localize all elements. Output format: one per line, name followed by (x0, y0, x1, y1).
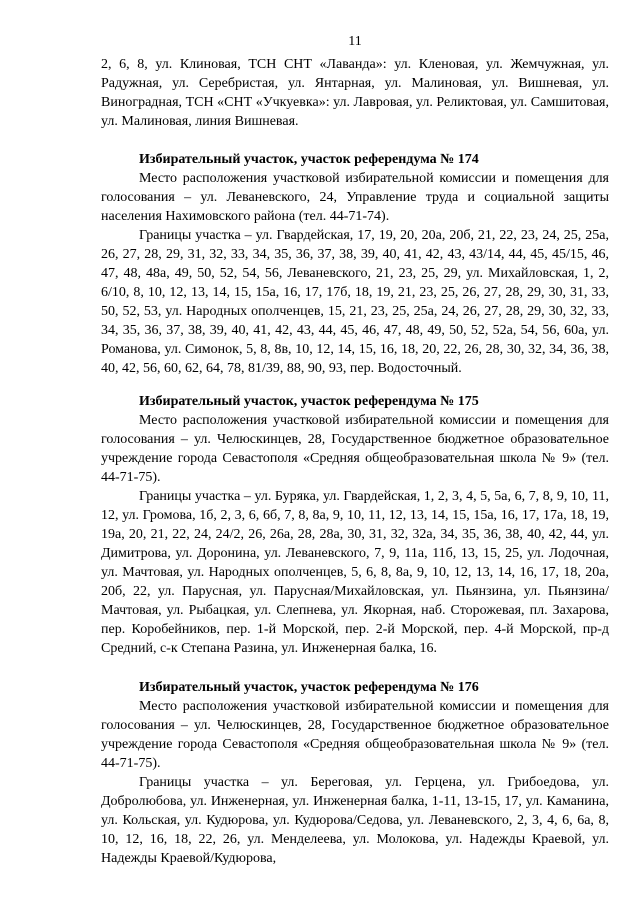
section-spacer (101, 658, 609, 678)
location-paragraph: Место расположения участковой избирательной комиссии и помещения для голосования – ул. Леваневского, 24, Управление труда и социальной защиты населения Нахимовского района (тел. 44-71-74). (101, 171, 609, 224)
section-spacer (101, 378, 609, 392)
section-heading: Избирательный участок, участок референдума № 176 (139, 680, 479, 695)
section-heading: Избирательный участок, участок референдума № 174 (139, 152, 479, 167)
location-paragraph: Место расположения участковой избирательной комиссии и помещения для голосования – ул. Челюскинцев, 28, Государственное бюджетное образовательное учреждение города Севастополя «Средняя общеобразовательная школа № 9» (тел. 44-71-75). (101, 699, 609, 771)
document-page (101, 32, 609, 868)
intro-paragraph: 2, 6, 8, ул. Клиновая, ТСН СНТ «Лаванда»: ул. Кленовая, ул. Жемчужная, ул. Радужная, ул. Серебристая, ул. Янтарная, ул. Малиновая, ул. Вишневая, ул. Виноградная, ТСН «СНТ «Учкуевка»: ул. Лавровая, ул. Реликтовая, ул. Самшитовая, ул. Малиновая, линия Вишневая. (101, 57, 609, 129)
polling-station-175 (101, 392, 609, 658)
boundaries-paragraph: Границы участка – ул. Гвардейская, 17, 19, 20, 20а, 20б, 21, 22, 23, 24, 25, 25а, 26, 27, 28, 29, 31, 32, 33, 34, 35, 36, 37, 38, 39, 40, 41, 42, 43, 43/14, 44, 45, 45/15, 46, 47, 48, 48а, 49, 50, 52, 54, 56, Леваневского, 21, 23, 25, 29, ул. Михайловская, 1, 2, 6/10, 8, 10, 12, 13, 14, 15, 15а, 16, 17, 17б, 18, 19, 21, 23, 25, 26, 27, 28, 29, 30, 31, 33, 50, 52, 53, ул. Народных ополченцев, 15, 21, 23, 25, 25а, 24, 26, 27, 28, 29, 30, 32, 33, 34, 35, 36, 37, 38, 39, 40, 41, 42, 43, 44, 45, 46, 47, 48, 49, 50, 52, 52а, 54, 56, 60а, ул. Романова, ул. Симонок, 5, 8, 8в, 10, 12, 14, 15, 16, 18, 20, 22, 26, 28, 30, 32, 34, 36, 38, 40, 42, 56, 60, 62, 64, 78, 81/39, 88, 90, 93, пер. Водосточный. (101, 228, 609, 376)
boundaries-paragraph: Границы участка – ул. Береговая, ул. Герцена, ул. Грибоедова, ул. Добролюбова, ул. Инженерная, ул. Инженерная балка, 1-11, 13-15, 17, ул. Каманина, ул. Кольская, ул. Кудюрова, ул. Кудюрова/Седова, ул. Леваневского, 2, 3, 4, 6, 6а, 8, 10, 12, 16, 18, 22, 26, ул. Менделеева, ул. Молокова, ул. Надежды Краевой, ул. Надежды Краевой/Кудюрова, (101, 775, 609, 866)
boundaries-paragraph: Границы участка – ул. Буряка, ул. Гвардейская, 1, 2, 3, 4, 5, 5а, 6, 7, 8, 9, 10, 11, 12, ул. Громова, 1б, 2, 3, 6, 6б, 7, 8, 8а, 9, 10, 11, 12, 13, 14, 15, 15а, 16, 17, 17а, 18, 19, 19а, 20, 21, 22, 24, 24/2, 26, 26а, 28, 28а, 30, 31, 32, 32а, 34, 35, 36, 38, 40, 42, 44, ул. Димитрова, ул. Доронина, ул. Леваневского, 7, 9, 11а, 11б, 13, 15, 25, ул. Лодочная, ул. Мачтовая, ул. Народных ополченцев, 5, 6, 8, 8а, 9, 10, 12, 13, 14, 16, 17, 18, 20а, 20б, 22, ул. Парусная, ул. Парусная/Михайловская, ул. Пьянзина, ул. Пьянзина/ Мачтовая, ул. Рыбацкая, ул. Слепнева, ул. Якорная, наб. Сторожевая, пл. Захарова, пер. Коробейников, пер. 1-й Морской, пер. 2-й Морской, пер. 4-й Морской, пр-д Средний, с-к Степана Разина, ул. Инженерная балка, 16. (101, 489, 609, 656)
section-heading: Избирательный участок, участок референдума № 175 (139, 394, 479, 409)
section-spacer (101, 131, 609, 150)
polling-station-174 (101, 150, 609, 378)
location-paragraph: Место расположения участковой избирательной комиссии и помещения для голосования – ул. Челюскинцев, 28, Государственное бюджетное образовательное учреждение города Севастополя «Средняя общеобразовательная школа № 9» (тел. 44-71-75). (101, 413, 609, 485)
polling-station-176 (101, 678, 609, 868)
page-number: 11 (348, 34, 362, 49)
